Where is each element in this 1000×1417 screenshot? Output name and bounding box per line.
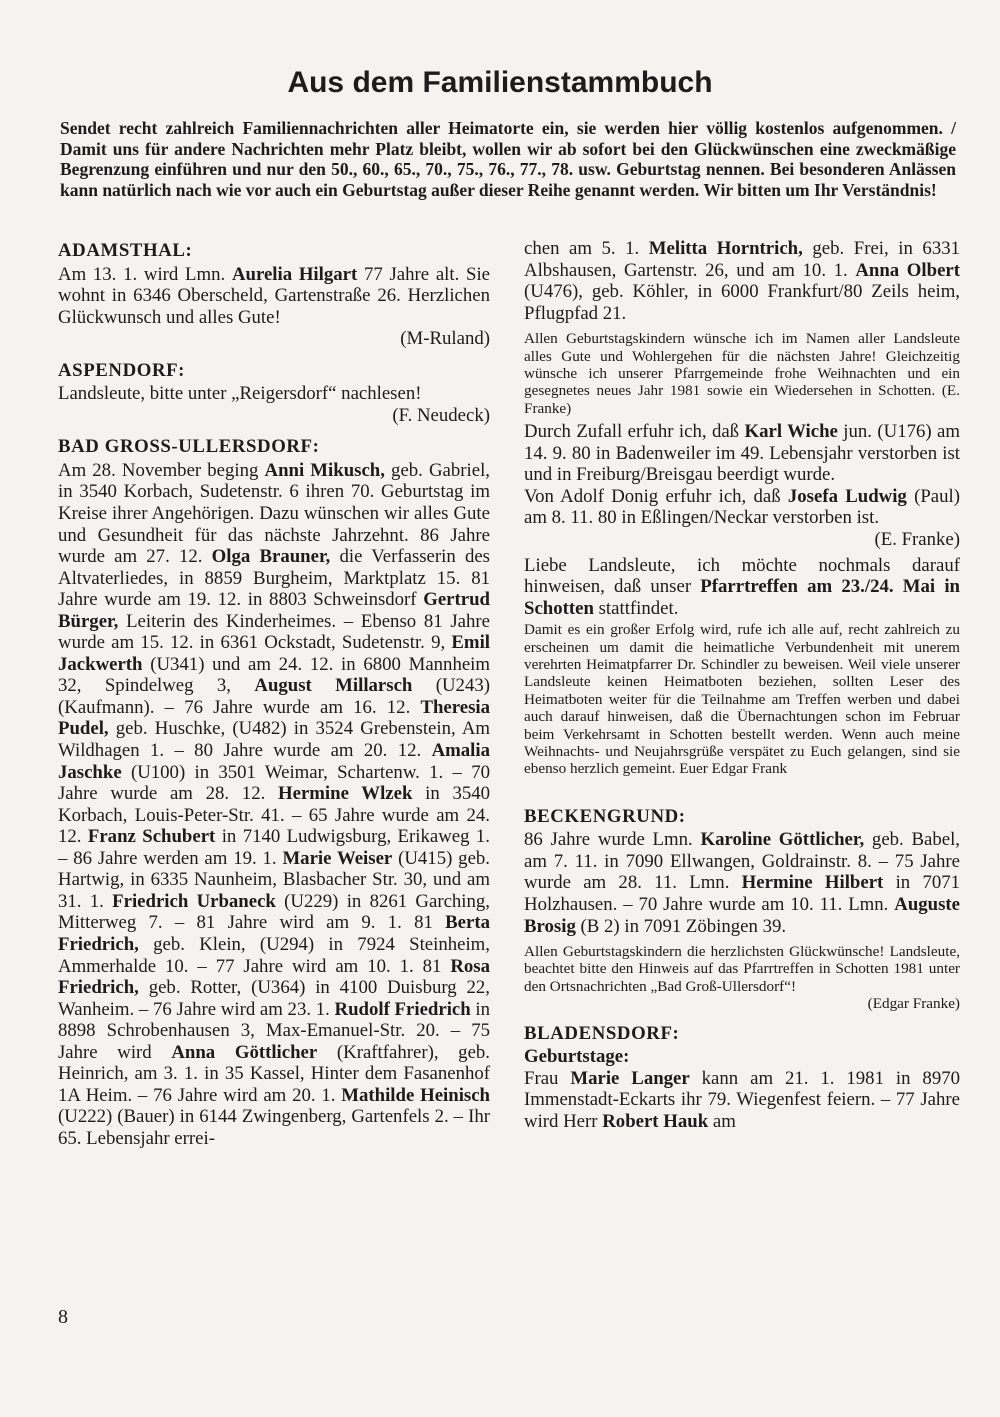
entry-pfarrtreffen: Liebe Landsleute, ich möchte nochmals darauf hinweisen, daß unser Pfarrtreffen am 23./24. Mai in Schotten stattfindet. (524, 554, 960, 619)
person-name: Hermine Hilbert (741, 872, 884, 894)
right-column (524, 238, 960, 1132)
page-number: 8 (58, 1306, 68, 1328)
spacer (524, 782, 960, 796)
person-name: Josefa Ludwig (787, 485, 907, 507)
person-name: Robert Hauk (602, 1110, 709, 1132)
person-name: Rosa Friedrich, (58, 955, 490, 999)
section-heading-beckengrund: BECKENGRUND: (524, 805, 686, 827)
person-name: Anni Mikusch, (264, 459, 385, 481)
person-name: Anna Göttlicher (171, 1041, 318, 1063)
entry-aspendorf: Landsleute, bitte unter „Reigersdorf“ nachlesen! (58, 383, 422, 405)
event-name: Pfarrtreffen am 23./24. Mai in Schotten (524, 576, 960, 619)
section-heading-bad-gross-ullersdorf: BAD GROSS-ULLERSDORF: (58, 436, 320, 458)
person-name: Hermine Wlzek (278, 783, 413, 805)
entry-adamsthal: Am 13. 1. wird Lmn. Aurelia Hilgart 77 Jahre alt. Sie wohnt in 6346 Oberscheld, Gartenstraße 26. Herzlichen Glückwunsch und alles Gute! (58, 263, 491, 328)
person-name: Marie Weiser (282, 847, 393, 869)
entry-continuation: chen am 5. 1. Melitta Horntrich, geb. Frei, in 6331 Albshausen, Gartenstr. 26, und am 10. 1. Anna Olbert (U476), geb. Köhler, in 6000 Frankfurt/80 Zeils heim, Pflugpfad 21. (524, 238, 961, 324)
beckengrund-note: Allen Geburtstagskindern die herzlichsten Glückwünsche! Landsleute, beachtet bitte den Hinweis auf das Pfarrtreffen in Schotten 1981 unter den Ortsnachrichten „Bad Groß-Ullersdorf“! (524, 943, 960, 995)
person-name: Karoline Göttlicher, (700, 829, 865, 851)
section-heading-bladensdorf: BLADENSDORF: (524, 1022, 680, 1044)
signature: (Edgar Franke) (867, 995, 960, 1013)
person-name: Amalia Jaschke (58, 740, 490, 783)
pfarrtreffen-note: Damit es ein großer Erfolg wird, rufe ich alle auf, recht zahlreich zu erscheinen um damit die heimatliche Verbundenheit mit unerem verehrten Heimatpfarrer Dr. Schindler zu beweisen. Weil viele unserer Landsleute keinen Heimatboten beziehen, sollten Leser des Heimatboten weiter für die Teilnahme am Treffen werben und dabei auch darauf hinweisen, daß die Übernachtungen schon im Februar beim Verkehrsamt in Schotten bestellt werden. Wenn auch meine Weihnachts- und Neujahrsgrüße verspätet zu Euch gelangen, sind sie ebenso herzlich gemeint. Euer Edgar Frank (524, 621, 960, 778)
person-name: Auguste Brosig (524, 893, 960, 937)
person-name: Theresia Pudel, (58, 696, 490, 740)
person-name: Mathilde Heinisch (341, 1084, 490, 1106)
person-name: Gertrud Bürger, (58, 589, 490, 632)
subheading-geburtstage: Geburtstage: (524, 1046, 630, 1068)
person-name: Marie Langer (570, 1067, 690, 1089)
intro-notice: Sendet recht zahlreich Familiennachrichten aller Heimatorte ein, sie werden hier völlig kostenlos aufgenommen. / Damit uns für andere Nachrichten mehr Platz bleibt, wollen wir ab sofort bei den Glückwünschen eine zweckmäßige Begrenzung einführen und nur den 50., 60., 65., 70., 75., 76., 77., 78. usw. Geburtstag nennen. Bei besonderen Anlässen kann natürlich nach wie vor auch ein Geburtstag außer dieser Reihe genannt werden. Wir bitten um Ihr Verständnis! (60, 118, 956, 200)
section-heading-adamsthal: ADAMSTHAL: (58, 240, 193, 261)
signature: (F. Neudeck) (392, 404, 490, 426)
person-name: Olga Brauner, (211, 546, 331, 568)
person-name: Franz Schubert (87, 826, 216, 848)
person-name: Aurelia Hilgart (231, 263, 358, 285)
entry-bladensdorf: Frau Marie Langer kann am 21. 1. 1981 in 8970 Immenstadt-Eckarts ihr 79. Wiegenfest feiern. – 77 Jahre wird Herr Robert Hauk am (524, 1067, 960, 1132)
person-name: Berta Friedrich, (58, 912, 490, 955)
person-name: Emil Jackwerth (58, 632, 490, 675)
person-name: Anna Olbert (855, 259, 961, 281)
person-name: Friedrich Urbaneck (112, 890, 276, 912)
person-name: Karl Wiche (744, 421, 838, 443)
person-name: Rudolf Friedrich (334, 998, 471, 1020)
page-title: Aus dem Familienstammbuch (287, 66, 713, 99)
signature: (E. Franke) (874, 528, 960, 550)
section-heading-aspendorf: ASPENDORF: (58, 359, 186, 381)
person-name: Melitta Horntrich, (648, 238, 803, 259)
signature: (M-Ruland) (400, 328, 490, 350)
left-column (58, 240, 490, 1149)
entry-beckengrund: 86 Jahre wurde Lmn. Karoline Göttlicher, geb. Babel, am 7. 11. in 7090 Ellwangen, Goldrainstr. 8. – 75 Jahre wurde am 28. 11. Lmn. Hermine Hilbert in 7071 Holzhausen. – 70 Jahre wurde am 10. 11. Lmn. Auguste Brosig (B 2) in 7091 Zöbingen 39. (524, 829, 961, 937)
entry-bad-gross-ullersdorf: Am 28. November beging Anni Mikusch, geb. Gabriel, in 3540 Korbach, Sudetenstr. 6 ihren 70. Geburtstag im Kreise ihrer Angehörigen. Dazu wünschen wir alles Gute und Gesundheit für das nächste Jahrzehnt. 86 Jahre wurde am 27. 12. Olga Brauner, die Verfasserin des Altvaterliedes, in 8859 Burgheim, Marktplatz 15. 81 Jahre wurde am 19. 12. in 8803 Schweinsdorf Gertrud Bürger, Leiterin des Kinderheimes. – Ebenso 81 Jahre wurde am 15. 12. in 6361 Ockstadt, Sudetenstr. 9, Emil Jackwerth (U341) und am 24. 12. in 6800 Mannheim 32, Spindelweg 3, August Millarsch (U243) (Kaufmann). – 76 Jahre wurde am 16. 12. Theresia Pudel, geb. Huschke, (U482) in 3524 Grebenstein, Am Wildhagen 1. – 80 Jahre wurde am 20. 12. Amalia Jaschke (U100) in 3501 Weimar, Schartenw. 1. – 70 Jahre wurde am 28. 12. Hermine Wlzek in 3540 Korbach, Louis-Peter-Str. 41. – 65 Jahre wurde am 24. 12. Franz Schubert in 7140 Ludwigsburg, Erikaweg 1. – 86 Jahre werden am 19. 1. Marie Weiser (U415) geb. Hartwig, in 6335 Naunheim, Blasbacher Str. 30, und am 31. 1. Friedrich Urbaneck (U229) in 8261 Garching, Mitterweg 7. – 81 Jahre wird am 9. 1. 81 Berta Friedrich, geb. Klein, (U294) in 7924 Steinheim, Ammerhalde 10. – 77 Jahre wird am 10. 1. 81 Rosa Friedrich, geb. Rotter, (U364) in 4100 Duisburg 22, Wanheim. – 76 Jahre wird am 23. 1. Rudolf Friedrich in 8898 Schrobenhausen 3, Max-Emanuel-Str. 20. – 75 Jahre wird Anna Göttlicher (Kraftfahrer), geb. Heinrich, am 3. 1. in 35 Kassel, Hinter dem Fasanenhof 1A Heim. – 76 Jahre wird am 20. 1. Mathilde Heinisch (U222) (Bauer) in 6144 Zwingenberg, Gartenfels 2. – Ihr 65. Lebensjahr errei- (58, 459, 491, 1149)
greeting-note: Allen Geburtstagskindern wünsche ich im Namen aller Landsleute alles Gute und Wohlergehen für die nächsten Jahre! Gleichzeitig wünsche ich unserer Pfarrgemeinde frohe Weihnachten und ein gesegnetes neues Jahr 1981 sowie ein Wiedersehen in Schotten. (E. Franke) (524, 330, 960, 417)
entry-deaths-2: Von Adolf Donig erfuhr ich, daß Josefa Ludwig (Paul) am 8. 11. 80 in Eßlingen/Neckar verstorben ist. (524, 485, 960, 529)
person-name: August Millarsch (254, 675, 413, 697)
entry-deaths: Durch Zufall erfuhr ich, daß Karl Wiche jun. (U176) am 14. 9. 80 in Badenweiler im 49. Lebensjahr verstorben ist und in Freiburg/Breisgau beerdigt wurde. (524, 421, 960, 486)
